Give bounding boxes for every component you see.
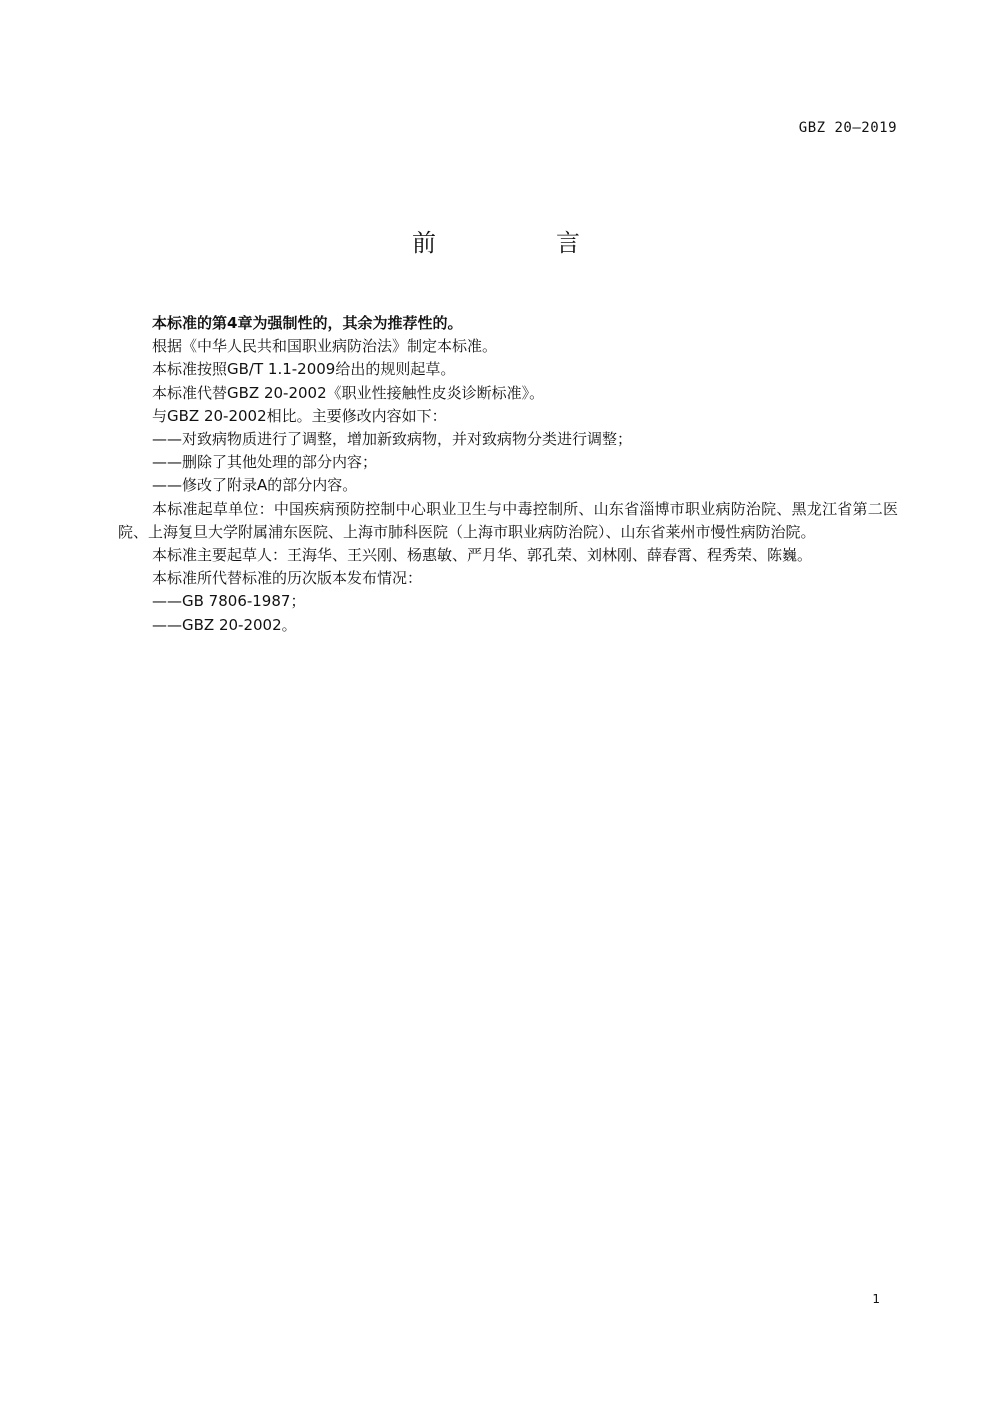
paragraph-drafting-units: 本标准起草单位：中国疾病预防控制中心职业卫生与中毒控制所、山东省淄博市职业病防治院、黑龙江省第二医院、上海复旦大学附属浦东医院、上海市肺科医院（上海市职业病防治院）、山东省莱州市慢性病防治院。 — [118, 499, 898, 541]
paragraph-legal-basis: 根据《中华人民共和国职业病防治法》制定本标准。 — [152, 337, 498, 356]
paragraph-drafters: 本标准主要起草人：王海华、王兴刚、杨惠敏、严月华、郭孔荣、刘林刚、薛春霄、程秀荣、陈巍。 — [152, 546, 813, 565]
paragraph-mandatory-note: 本标准的第4章为强制性的，其余为推荐性的。 — [152, 314, 463, 332]
paragraph-history-item: ——GB 7806-1987； — [152, 592, 306, 611]
foreword-body — [118, 312, 898, 637]
paragraph-changes-intro: 与GBZ 20-2002相比。主要修改内容如下： — [152, 406, 447, 425]
paragraph-history-item: ——GBZ 20-2002。 — [152, 615, 297, 634]
paragraph-change-item: ——删除了其他处理的部分内容； — [152, 453, 378, 472]
paragraph-drafting-rules: 本标准按照GB/T 1.1-2009给出的规则起草。 — [152, 360, 456, 379]
paragraph-history-intro: 本标准所代替标准的历次版本发布情况： — [152, 569, 423, 588]
paragraph-change-item: ——修改了附录A的部分内容。 — [152, 476, 358, 495]
page-title: 前 言 — [412, 229, 628, 257]
document-code: GBZ 20—2019 — [798, 120, 897, 136]
paragraph-replaces: 本标准代替GBZ 20-2002《职业性接触性皮炎诊断标准》。 — [152, 383, 545, 402]
paragraph-change-item: ——对致病物质进行了调整，增加新致病物，并对致病物分类进行调整； — [152, 430, 633, 449]
page-number: 1 — [872, 1292, 880, 1306]
